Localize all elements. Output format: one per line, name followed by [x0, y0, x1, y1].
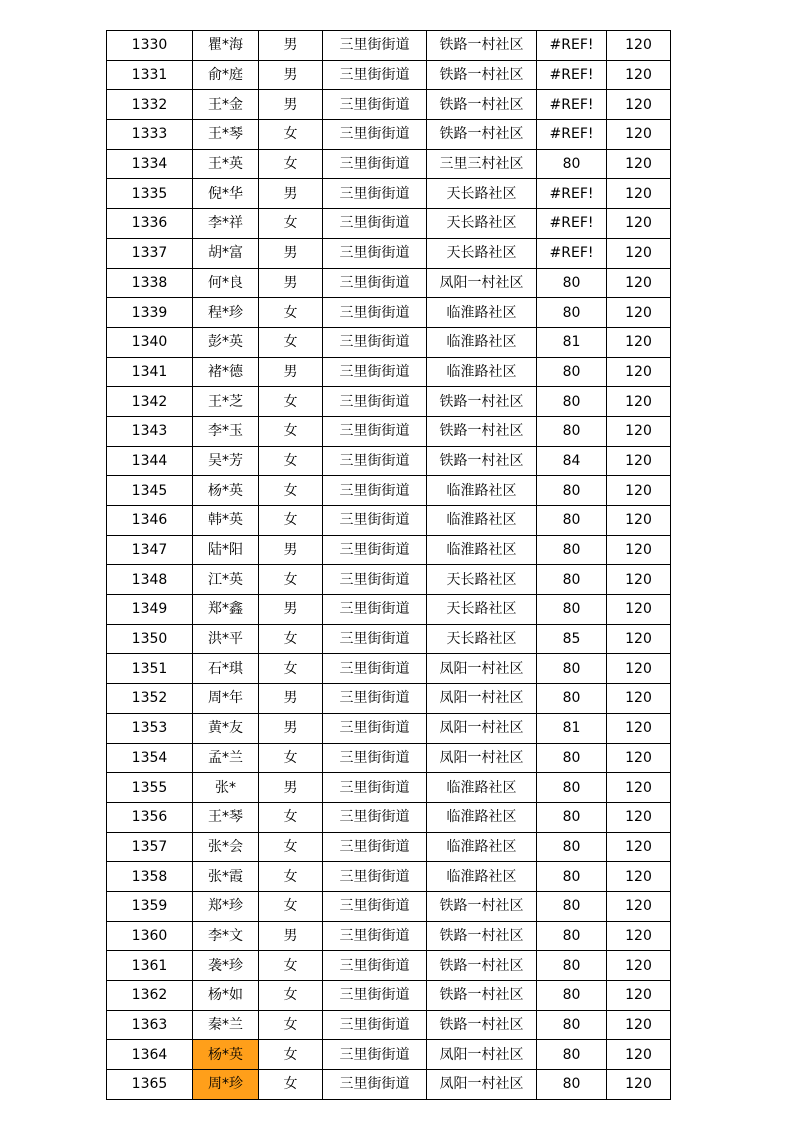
- community-cell: 临淮路社区: [427, 535, 537, 565]
- gender-cell: 男: [259, 31, 323, 61]
- id-cell: 1360: [107, 921, 193, 951]
- total-cell: 120: [607, 209, 671, 239]
- id-cell: 1358: [107, 862, 193, 892]
- gender-cell: 女: [259, 802, 323, 832]
- score-cell: #REF!: [537, 90, 607, 120]
- id-cell: 1334: [107, 149, 193, 179]
- street-cell: 三里街街道: [323, 357, 427, 387]
- table-row: [107, 357, 671, 387]
- name-cell: 王*芝: [193, 387, 259, 417]
- community-cell: 凤阳一村社区: [427, 713, 537, 743]
- total-cell: 120: [607, 921, 671, 951]
- street-cell: 三里街街道: [323, 298, 427, 328]
- total-cell: 120: [607, 179, 671, 209]
- community-cell: 铁路一村社区: [427, 60, 537, 90]
- name-cell: 程*珍: [193, 298, 259, 328]
- street-cell: 三里街街道: [323, 327, 427, 357]
- community-cell: 三里三村社区: [427, 149, 537, 179]
- street-cell: 三里街街道: [323, 921, 427, 951]
- street-cell: 三里街街道: [323, 624, 427, 654]
- name-cell: 石*琪: [193, 654, 259, 684]
- score-cell: 81: [537, 713, 607, 743]
- id-cell: 1365: [107, 1070, 193, 1100]
- total-cell: 120: [607, 90, 671, 120]
- community-cell: 铁路一村社区: [427, 446, 537, 476]
- community-cell: 临淮路社区: [427, 773, 537, 803]
- street-cell: 三里街街道: [323, 506, 427, 536]
- score-cell: 80: [537, 387, 607, 417]
- street-cell: 三里街街道: [323, 268, 427, 298]
- total-cell: 120: [607, 416, 671, 446]
- street-cell: 三里街街道: [323, 832, 427, 862]
- score-cell: 80: [537, 654, 607, 684]
- gender-cell: 女: [259, 387, 323, 417]
- gender-cell: 女: [259, 862, 323, 892]
- community-cell: 临淮路社区: [427, 862, 537, 892]
- gender-cell: 女: [259, 951, 323, 981]
- id-cell: 1356: [107, 802, 193, 832]
- id-cell: 1331: [107, 60, 193, 90]
- name-cell: 李*玉: [193, 416, 259, 446]
- street-cell: 三里街街道: [323, 209, 427, 239]
- score-cell: 80: [537, 476, 607, 506]
- total-cell: 120: [607, 773, 671, 803]
- gender-cell: 女: [259, 891, 323, 921]
- table-row: [107, 60, 671, 90]
- score-cell: 80: [537, 743, 607, 773]
- table-row: [107, 506, 671, 536]
- community-cell: 临淮路社区: [427, 357, 537, 387]
- total-cell: 120: [607, 1070, 671, 1100]
- table-row: [107, 654, 671, 684]
- id-cell: 1342: [107, 387, 193, 417]
- total-cell: 120: [607, 268, 671, 298]
- table-row: [107, 327, 671, 357]
- street-cell: 三里街街道: [323, 1070, 427, 1100]
- community-cell: 铁路一村社区: [427, 31, 537, 61]
- gender-cell: 男: [259, 921, 323, 951]
- name-cell: 褚*德: [193, 357, 259, 387]
- street-cell: 三里街街道: [323, 595, 427, 625]
- total-cell: 120: [607, 120, 671, 150]
- table-row: [107, 743, 671, 773]
- gender-cell: 男: [259, 357, 323, 387]
- total-cell: 120: [607, 31, 671, 61]
- name-cell: 王*琴: [193, 120, 259, 150]
- id-cell: 1362: [107, 981, 193, 1011]
- gender-cell: 女: [259, 981, 323, 1011]
- community-cell: 铁路一村社区: [427, 921, 537, 951]
- total-cell: 120: [607, 535, 671, 565]
- community-cell: 临淮路社区: [427, 298, 537, 328]
- street-cell: 三里街街道: [323, 90, 427, 120]
- name-cell: 杨*如: [193, 981, 259, 1011]
- total-cell: 120: [607, 565, 671, 595]
- table-row: [107, 891, 671, 921]
- score-cell: 80: [537, 921, 607, 951]
- street-cell: 三里街街道: [323, 179, 427, 209]
- score-cell: #REF!: [537, 238, 607, 268]
- total-cell: 120: [607, 713, 671, 743]
- score-cell: 80: [537, 981, 607, 1011]
- community-cell: 临淮路社区: [427, 832, 537, 862]
- total-cell: 120: [607, 1040, 671, 1070]
- score-cell: 80: [537, 149, 607, 179]
- id-cell: 1357: [107, 832, 193, 862]
- gender-cell: 女: [259, 149, 323, 179]
- table-row: [107, 1070, 671, 1100]
- street-cell: 三里街街道: [323, 1040, 427, 1070]
- name-cell: 袭*珍: [193, 951, 259, 981]
- id-cell: 1352: [107, 684, 193, 714]
- table-row: [107, 238, 671, 268]
- name-cell: 秦*兰: [193, 1010, 259, 1040]
- gender-cell: 女: [259, 209, 323, 239]
- score-cell: #REF!: [537, 60, 607, 90]
- name-cell: 吴*芳: [193, 446, 259, 476]
- street-cell: 三里街街道: [323, 802, 427, 832]
- name-cell: 韩*英: [193, 506, 259, 536]
- table-row: [107, 1010, 671, 1040]
- id-cell: 1345: [107, 476, 193, 506]
- name-cell: 周*年: [193, 684, 259, 714]
- id-cell: 1363: [107, 1010, 193, 1040]
- table-row: [107, 773, 671, 803]
- table-row: [107, 298, 671, 328]
- community-cell: 凤阳一村社区: [427, 1070, 537, 1100]
- score-cell: 80: [537, 268, 607, 298]
- gender-cell: 女: [259, 1040, 323, 1070]
- id-cell: 1364: [107, 1040, 193, 1070]
- score-cell: 80: [537, 1040, 607, 1070]
- table-row: [107, 209, 671, 239]
- community-cell: 凤阳一村社区: [427, 684, 537, 714]
- name-cell: 杨*英: [193, 1040, 259, 1070]
- total-cell: 120: [607, 981, 671, 1011]
- community-cell: 临淮路社区: [427, 506, 537, 536]
- id-cell: 1338: [107, 268, 193, 298]
- street-cell: 三里街街道: [323, 684, 427, 714]
- street-cell: 三里街街道: [323, 1010, 427, 1040]
- community-cell: 天长路社区: [427, 565, 537, 595]
- gender-cell: 男: [259, 268, 323, 298]
- street-cell: 三里街街道: [323, 60, 427, 90]
- gender-cell: 女: [259, 416, 323, 446]
- score-cell: 81: [537, 327, 607, 357]
- name-cell: 孟*兰: [193, 743, 259, 773]
- score-cell: 80: [537, 357, 607, 387]
- score-cell: 80: [537, 1010, 607, 1040]
- id-cell: 1333: [107, 120, 193, 150]
- table-row: [107, 268, 671, 298]
- table-row: [107, 535, 671, 565]
- street-cell: 三里街街道: [323, 773, 427, 803]
- total-cell: 120: [607, 506, 671, 536]
- id-cell: 1354: [107, 743, 193, 773]
- community-cell: 铁路一村社区: [427, 120, 537, 150]
- score-cell: 80: [537, 416, 607, 446]
- name-cell: 杨*英: [193, 476, 259, 506]
- table-body: [107, 31, 671, 1100]
- community-cell: 铁路一村社区: [427, 90, 537, 120]
- gender-cell: 男: [259, 684, 323, 714]
- table-row: [107, 951, 671, 981]
- table-row: [107, 476, 671, 506]
- name-cell: 陆*阳: [193, 535, 259, 565]
- street-cell: 三里街街道: [323, 31, 427, 61]
- table-row: [107, 595, 671, 625]
- total-cell: 120: [607, 446, 671, 476]
- score-cell: 84: [537, 446, 607, 476]
- street-cell: 三里街街道: [323, 387, 427, 417]
- name-cell: 郑*珍: [193, 891, 259, 921]
- community-cell: 天长路社区: [427, 209, 537, 239]
- id-cell: 1349: [107, 595, 193, 625]
- street-cell: 三里街街道: [323, 565, 427, 595]
- score-cell: 80: [537, 298, 607, 328]
- score-cell: 80: [537, 951, 607, 981]
- gender-cell: 女: [259, 832, 323, 862]
- table-row: [107, 862, 671, 892]
- total-cell: 120: [607, 862, 671, 892]
- id-cell: 1359: [107, 891, 193, 921]
- gender-cell: 男: [259, 535, 323, 565]
- name-cell: 郑*鑫: [193, 595, 259, 625]
- community-cell: 天长路社区: [427, 238, 537, 268]
- name-cell: 王*英: [193, 149, 259, 179]
- gender-cell: 女: [259, 327, 323, 357]
- table-row: [107, 624, 671, 654]
- gender-cell: 女: [259, 476, 323, 506]
- street-cell: 三里街街道: [323, 891, 427, 921]
- street-cell: 三里街街道: [323, 120, 427, 150]
- id-cell: 1348: [107, 565, 193, 595]
- gender-cell: 男: [259, 773, 323, 803]
- table-row: [107, 31, 671, 61]
- street-cell: 三里街街道: [323, 238, 427, 268]
- table-row: [107, 179, 671, 209]
- gender-cell: 男: [259, 60, 323, 90]
- community-cell: 天长路社区: [427, 595, 537, 625]
- table-row: [107, 684, 671, 714]
- id-cell: 1351: [107, 654, 193, 684]
- gender-cell: 男: [259, 595, 323, 625]
- score-cell: 80: [537, 891, 607, 921]
- street-cell: 三里街街道: [323, 862, 427, 892]
- gender-cell: 男: [259, 90, 323, 120]
- community-cell: 凤阳一村社区: [427, 268, 537, 298]
- street-cell: 三里街街道: [323, 951, 427, 981]
- total-cell: 120: [607, 654, 671, 684]
- name-cell: 胡*富: [193, 238, 259, 268]
- street-cell: 三里街街道: [323, 476, 427, 506]
- name-cell: 何*良: [193, 268, 259, 298]
- table-row: [107, 90, 671, 120]
- score-cell: 80: [537, 595, 607, 625]
- name-cell: 俞*庭: [193, 60, 259, 90]
- community-cell: 临淮路社区: [427, 802, 537, 832]
- gender-cell: 男: [259, 713, 323, 743]
- community-cell: 铁路一村社区: [427, 387, 537, 417]
- gender-cell: 男: [259, 179, 323, 209]
- total-cell: 120: [607, 743, 671, 773]
- gender-cell: 女: [259, 743, 323, 773]
- total-cell: 120: [607, 476, 671, 506]
- total-cell: 120: [607, 891, 671, 921]
- score-cell: 80: [537, 684, 607, 714]
- id-cell: 1335: [107, 179, 193, 209]
- score-cell: 80: [537, 1070, 607, 1100]
- gender-cell: 女: [259, 120, 323, 150]
- score-cell: 80: [537, 802, 607, 832]
- name-cell: 李*祥: [193, 209, 259, 239]
- score-cell: #REF!: [537, 120, 607, 150]
- table-row: [107, 120, 671, 150]
- id-cell: 1339: [107, 298, 193, 328]
- name-cell: 张*霞: [193, 862, 259, 892]
- score-cell: #REF!: [537, 209, 607, 239]
- gender-cell: 女: [259, 1070, 323, 1100]
- gender-cell: 女: [259, 624, 323, 654]
- community-cell: 铁路一村社区: [427, 981, 537, 1011]
- id-cell: 1350: [107, 624, 193, 654]
- name-cell: 江*英: [193, 565, 259, 595]
- score-cell: 80: [537, 832, 607, 862]
- total-cell: 120: [607, 595, 671, 625]
- id-cell: 1347: [107, 535, 193, 565]
- table-row: [107, 446, 671, 476]
- table-row: [107, 1040, 671, 1070]
- street-cell: 三里街街道: [323, 743, 427, 773]
- total-cell: 120: [607, 60, 671, 90]
- gender-cell: 女: [259, 506, 323, 536]
- id-cell: 1344: [107, 446, 193, 476]
- table-row: [107, 149, 671, 179]
- total-cell: 120: [607, 327, 671, 357]
- community-cell: 凤阳一村社区: [427, 1040, 537, 1070]
- table-row: [107, 832, 671, 862]
- id-cell: 1332: [107, 90, 193, 120]
- table-row: [107, 981, 671, 1011]
- table-row: [107, 565, 671, 595]
- table-row: [107, 713, 671, 743]
- table-row: [107, 416, 671, 446]
- total-cell: 120: [607, 684, 671, 714]
- community-cell: 天长路社区: [427, 179, 537, 209]
- name-cell: 王*金: [193, 90, 259, 120]
- table-row: [107, 387, 671, 417]
- street-cell: 三里街街道: [323, 416, 427, 446]
- street-cell: 三里街街道: [323, 535, 427, 565]
- score-cell: 80: [537, 862, 607, 892]
- community-cell: 铁路一村社区: [427, 1010, 537, 1040]
- total-cell: 120: [607, 832, 671, 862]
- id-cell: 1336: [107, 209, 193, 239]
- score-cell: 80: [537, 506, 607, 536]
- name-cell: 洪*平: [193, 624, 259, 654]
- street-cell: 三里街街道: [323, 713, 427, 743]
- community-cell: 天长路社区: [427, 624, 537, 654]
- community-cell: 铁路一村社区: [427, 891, 537, 921]
- id-cell: 1340: [107, 327, 193, 357]
- total-cell: 120: [607, 951, 671, 981]
- name-cell: 瞿*海: [193, 31, 259, 61]
- score-cell: #REF!: [537, 179, 607, 209]
- score-cell: 80: [537, 535, 607, 565]
- community-cell: 临淮路社区: [427, 327, 537, 357]
- name-cell: 彭*英: [193, 327, 259, 357]
- gender-cell: 女: [259, 565, 323, 595]
- score-cell: 85: [537, 624, 607, 654]
- id-cell: 1341: [107, 357, 193, 387]
- community-cell: 铁路一村社区: [427, 416, 537, 446]
- total-cell: 120: [607, 238, 671, 268]
- gender-cell: 女: [259, 446, 323, 476]
- score-cell: 80: [537, 565, 607, 595]
- total-cell: 120: [607, 1010, 671, 1040]
- street-cell: 三里街街道: [323, 981, 427, 1011]
- name-cell: 李*文: [193, 921, 259, 951]
- id-cell: 1355: [107, 773, 193, 803]
- score-cell: 80: [537, 773, 607, 803]
- id-cell: 1346: [107, 506, 193, 536]
- id-cell: 1353: [107, 713, 193, 743]
- name-cell: 张*会: [193, 832, 259, 862]
- total-cell: 120: [607, 387, 671, 417]
- table-row: [107, 921, 671, 951]
- total-cell: 120: [607, 149, 671, 179]
- name-cell: 张*: [193, 773, 259, 803]
- street-cell: 三里街街道: [323, 149, 427, 179]
- street-cell: 三里街街道: [323, 446, 427, 476]
- gender-cell: 女: [259, 298, 323, 328]
- table-row: [107, 802, 671, 832]
- community-cell: 凤阳一村社区: [427, 654, 537, 684]
- name-cell: 倪*华: [193, 179, 259, 209]
- community-cell: 凤阳一村社区: [427, 743, 537, 773]
- total-cell: 120: [607, 802, 671, 832]
- street-cell: 三里街街道: [323, 654, 427, 684]
- name-cell: 周*珍: [193, 1070, 259, 1100]
- id-cell: 1361: [107, 951, 193, 981]
- name-cell: 王*琴: [193, 802, 259, 832]
- total-cell: 120: [607, 357, 671, 387]
- gender-cell: 男: [259, 238, 323, 268]
- total-cell: 120: [607, 298, 671, 328]
- data-table: [106, 30, 671, 1100]
- score-cell: #REF!: [537, 31, 607, 61]
- gender-cell: 女: [259, 654, 323, 684]
- gender-cell: 女: [259, 1010, 323, 1040]
- total-cell: 120: [607, 624, 671, 654]
- id-cell: 1343: [107, 416, 193, 446]
- id-cell: 1337: [107, 238, 193, 268]
- community-cell: 铁路一村社区: [427, 951, 537, 981]
- id-cell: 1330: [107, 31, 193, 61]
- community-cell: 临淮路社区: [427, 476, 537, 506]
- name-cell: 黄*友: [193, 713, 259, 743]
